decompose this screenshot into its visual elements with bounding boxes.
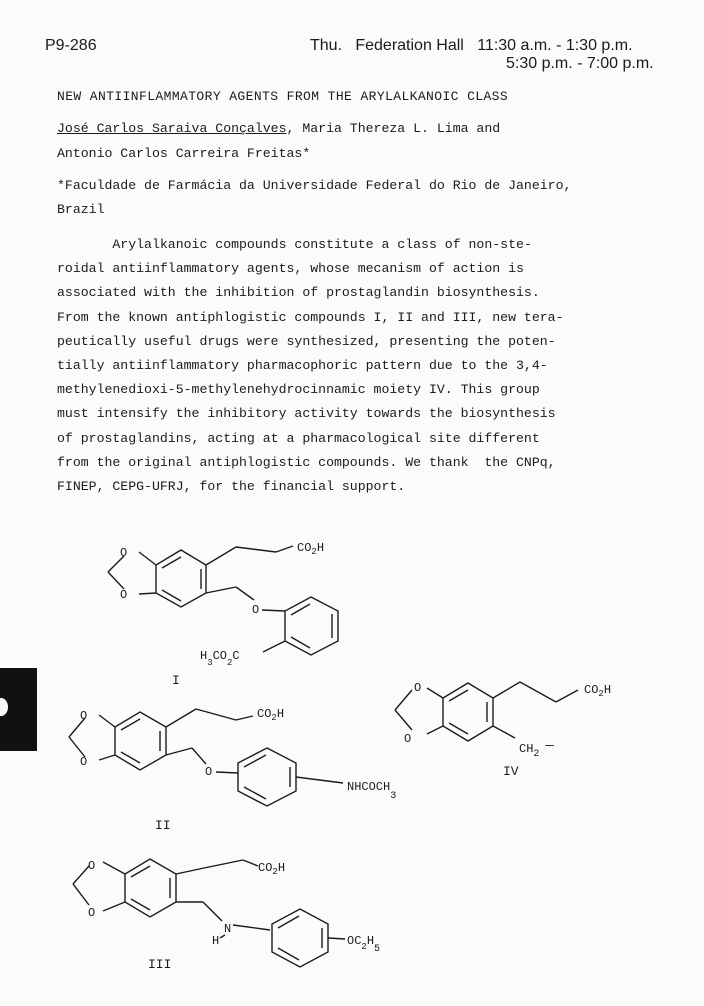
body-line: of prostaglandins, acting at a pharmacological site different — [57, 430, 540, 446]
session-time-1: 11:30 a.m. - 1:30 p.m. — [477, 37, 633, 54]
compound-label: I — [172, 673, 180, 688]
affiliation-line-1: *Faculdade de Farmácia da Universidade Federal do Rio de Janeiro, — [57, 178, 572, 193]
ring-oxygen-label: O — [80, 709, 88, 723]
coauthors: , Maria Thereza L. Lima and — [286, 121, 501, 136]
session-location: Federation Hall — [355, 37, 464, 54]
acid-group-label: $CO_2H$ — [584, 683, 612, 699]
body-line: Arylalkanoic compounds constitute a class of non-ste- — [57, 237, 532, 252]
body-line: tially antiinflammatory pharmacophoric pattern due to the 3,4- — [57, 358, 548, 374]
authors-line-2: Antonio Carlos Carreira Freitas* — [57, 146, 311, 161]
body-line: associated with the inhibition of prostaglandin biosynthesis. — [57, 285, 540, 301]
ring-oxygen-label: O — [80, 755, 88, 769]
ring-oxygen-label: O — [88, 859, 96, 873]
structure-compound-ii — [69, 707, 396, 833]
ring-oxygen-label: O — [88, 906, 96, 920]
amine-nitrogen-label: N — [224, 922, 232, 936]
abstract-code: P9-286 — [45, 37, 97, 54]
abstract-title: NEW ANTIINFLAMMATORY AGENTS FROM THE ARYLALKANOIC CLASS — [57, 89, 509, 104]
ether-group-label: $OC_2H_5$ — [347, 934, 381, 955]
methylene-group-label: $CH_2—$ — [519, 738, 554, 760]
compound-label: IV — [503, 764, 519, 779]
body-line: must intensify the inhibitory activity towards the biosynthesis — [57, 406, 556, 422]
body-line: methylenedioxi-5-methylenehydrocinnamic moiety IV. This group — [57, 382, 540, 398]
affiliation-line-2: Brazil — [57, 202, 105, 217]
acid-group-label: $CO_2H$ — [258, 861, 286, 877]
amine-hydrogen-label: H — [212, 934, 220, 948]
acid-group-label: $CO_2H$ — [297, 541, 325, 557]
body-line: peutically useful drugs were synthesized, presenting the poten- — [57, 333, 556, 349]
ether-oxygen-label: O — [205, 765, 213, 779]
ring-oxygen-label: O — [404, 732, 412, 746]
structure-compound-iv — [395, 681, 611, 779]
session-day: Thu. — [310, 37, 343, 54]
amide-group-label: $NHCOCH_3$ — [347, 780, 397, 802]
session-time-2: 5:30 p.m. - 7:00 p.m. — [506, 55, 654, 72]
body-line: From the known antiphlogistic compounds I, II and III, new tera- — [57, 309, 564, 325]
presenting-author: José Carlos Saraiva Conçalves — [57, 121, 287, 136]
body-line: FINEP, CEPG-UFRJ, for the financial support. — [57, 479, 406, 495]
ring-oxygen-label: O — [120, 546, 128, 560]
body-line: roidal antiinflammatory agents, whose mecanism of action is — [57, 261, 524, 277]
ring-oxygen-label: O — [414, 681, 422, 695]
ester-group-label: $H_3CO_2C$ — [200, 649, 240, 668]
acid-group-label: $CO_2H$ — [257, 707, 285, 723]
body-line: from the original antiphlogistic compounds. We thank the CNPq, — [57, 454, 556, 470]
ring-oxygen-label: O — [120, 588, 128, 602]
structure-compound-iii — [73, 859, 380, 972]
ether-oxygen-label: O — [252, 603, 260, 617]
compound-label: III — [148, 957, 172, 972]
compound-label: II — [155, 818, 171, 833]
structure-compound-i — [108, 541, 338, 688]
